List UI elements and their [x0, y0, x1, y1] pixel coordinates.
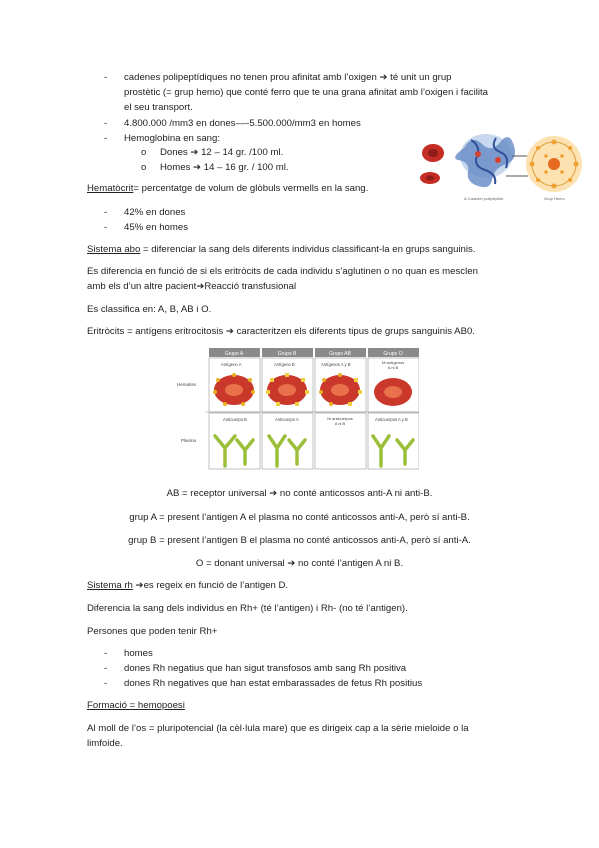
- sublist-item: Dones ➔ 12 – 14 gr. /100 ml.: [160, 147, 284, 158]
- list-dash: -: [104, 72, 108, 83]
- hematocrit-line: [87, 183, 368, 195]
- antigen-label: Antígenos A y B: [321, 362, 351, 367]
- list-item-text: el seu transport.: [124, 102, 193, 113]
- rbc-no-antigen: [374, 378, 412, 406]
- antibody-label: Anticuerpo A: [275, 417, 299, 422]
- rh-definition: ➔es regeix en funció de l’antigen D.: [132, 580, 289, 591]
- list-dash: -: [104, 663, 108, 674]
- paragraph: limfoide.: [87, 738, 123, 749]
- paragraph: Es diferencia en funció de si els eritròcits de cada individu s’aglutinen o no quan es mesclen: [87, 266, 478, 277]
- sublist-bullet: o: [141, 147, 147, 158]
- formacio-heading: Formació = hemopoesi: [87, 700, 185, 711]
- figure-caption: A Carácter polipéptido: [464, 196, 504, 201]
- antigen-label: Antígeno B: [274, 362, 295, 367]
- rh-term: Sistema rh: [87, 580, 133, 591]
- paragraph: amb els d’un altre pacient➔Reacció transfusional: [87, 281, 297, 292]
- list-item-text: prostètic (= grup hemo) que conté ferro que te una grana afinitat amb l’oxigen i facilita: [124, 87, 488, 98]
- hematocrit-term: Hematòcrit: [87, 183, 134, 194]
- paragraph: Diferencia la sang dels individus en Rh+ (té l’antigen) i Rh- (no té l’antigen).: [87, 603, 408, 614]
- antibody-label: Ni anticuerpos: [327, 416, 353, 421]
- paragraph: Es classifica en: A, B, AB i O.: [87, 304, 212, 315]
- antigen-label: Antígeno A: [221, 362, 242, 367]
- summary-o: O = donant universal ➔ no conté l’antigen A ni B.: [195, 558, 404, 569]
- list-item-text: Hemoglobina en sang:: [124, 133, 221, 144]
- list-dash: -: [104, 133, 108, 144]
- hemoglobin-figure: [416, 126, 592, 206]
- heme-group-diagram: [526, 136, 582, 192]
- paragraph: Eritròcits = antígens eritrocitosis ➔ caracteritzen els diferents tipus de grups sanguinis AB0.: [87, 326, 475, 337]
- table-header: Grupo AB: [329, 351, 351, 357]
- sublist-item: Homes ➔ 14 – 16 gr. / 100 ml.: [160, 162, 289, 173]
- list-item-text: homes: [124, 648, 153, 659]
- antigen-label: Ni antígenos: [381, 360, 405, 365]
- row-label: Plasma: [181, 438, 197, 443]
- list-dash: -: [104, 118, 108, 129]
- summary-b: grup B = present l’antigen B el plasma no conté anticossos anti-A, però sí anti-A.: [128, 535, 471, 546]
- antibody-label: Anticuerpo B: [223, 417, 247, 422]
- abo-heading-line: [87, 244, 476, 256]
- list-dash: -: [104, 207, 108, 218]
- list-item-text: cadenes polipeptídiques no tenen prou afinitat amb l’oxigen ➔ té unit un grup: [124, 72, 452, 83]
- rh-heading-line: [87, 580, 288, 592]
- paragraph: Persones que poden tenir Rh+: [87, 626, 218, 637]
- sublist-bullet: o: [141, 162, 147, 173]
- summary-ab: AB = receptor universal ➔ no conté anticossos anti-A ni anti-B.: [166, 488, 433, 499]
- antigen-label: A ni B: [387, 365, 399, 370]
- hemoglobin-molecule: [455, 134, 515, 187]
- list-item-text: 45% en homes: [124, 222, 188, 233]
- list-dash: -: [104, 648, 108, 659]
- row-label: Hematíes: [177, 382, 197, 387]
- abo-definition: = diferenciar la sang dels diferents individus classificant-la en grups sanguinis.: [140, 244, 476, 255]
- table-header: Grupo B: [277, 351, 297, 357]
- table-header: Grupo A: [224, 351, 244, 357]
- list-dash: -: [104, 678, 108, 689]
- abo-term: Sistema abo: [87, 244, 141, 255]
- list-item-text: 42% en dones: [124, 207, 186, 218]
- hematocrit-definition: = percentatge de volum de glòbuls vermells en la sang.: [133, 183, 369, 194]
- paragraph: Al moll de l’os = pluripotencial (la cèl·lula mare) que es dirigeix cap a la sèrie mieloide o la: [87, 723, 469, 734]
- summary-a: grup A = present l’antigen A el plasma no conté anticossos anti-A, però sí anti-B.: [129, 512, 470, 523]
- figure-caption: Grup Hemo: [544, 196, 565, 201]
- list-item-text: dones Rh negatius que han sigut transfosos amb sang Rh positiva: [124, 663, 407, 674]
- antibody-label: A ni B: [334, 421, 346, 426]
- list-item-text: dones Rh negatives que han estat embarassades de fetus Rh positius: [124, 678, 423, 689]
- table-header: Grupo O: [383, 351, 403, 357]
- list-item-text: 4.800.000 /mm3 en dones––-5.500.000/mm3 en homes: [124, 118, 361, 129]
- list-dash: -: [104, 222, 108, 233]
- blood-group-table: [175, 346, 419, 471]
- antibody-label: Anticuerpos A y B: [375, 417, 408, 422]
